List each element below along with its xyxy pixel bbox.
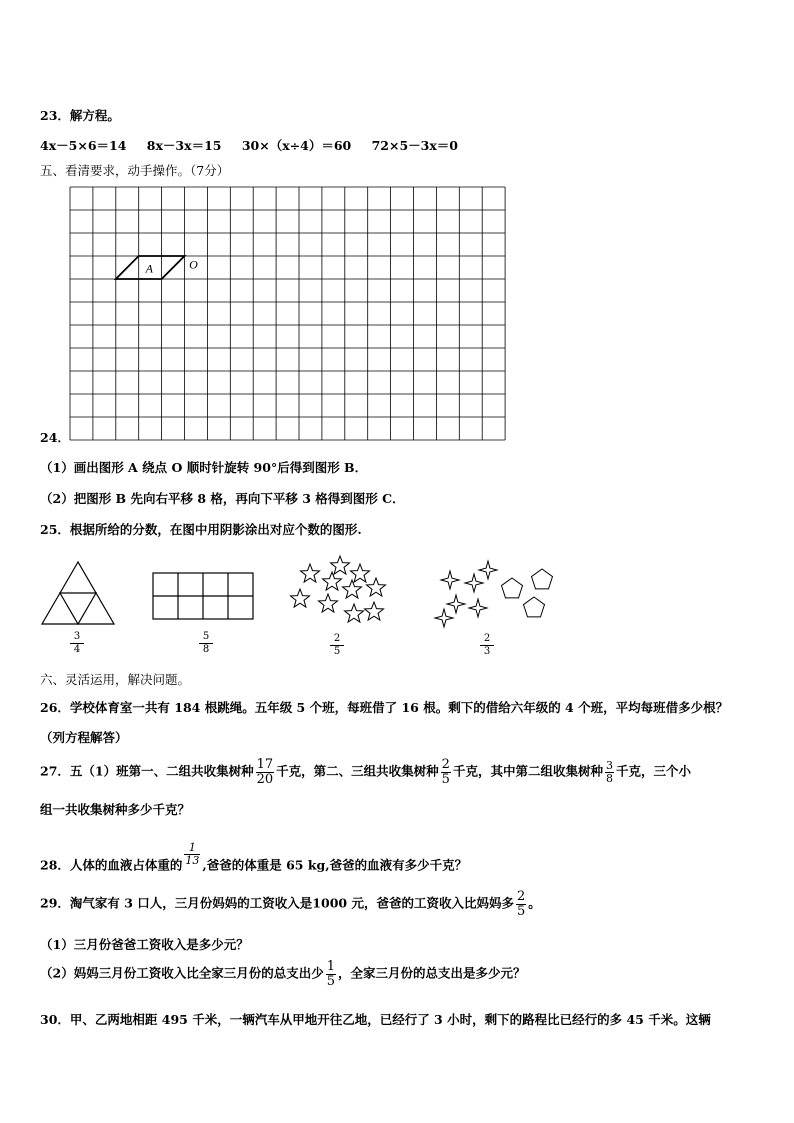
q24-part2: （2）把图形 B 先向右平移 8 格，再向下平移 3 格得到图形 C． xyxy=(40,491,405,506)
equation-3: 30×（x÷4）＝60 xyxy=(241,138,352,153)
triangle-figure xyxy=(40,560,120,626)
pentagon xyxy=(524,597,545,617)
fraction-2-3: 2 3 xyxy=(480,633,494,657)
pentagram-star xyxy=(367,578,386,596)
section-5-title: 五、看清要求，动手操作。（7分） xyxy=(40,163,230,178)
q26-text: 26．学校体育室一共有 184 根跳绳。五年级 5 个班，每班借了 16 根。剩下的借给六年级的 4 个班，平均每班借多少根？ xyxy=(40,700,729,715)
q29-part1: （1）三月份爸爸工资收入是多少元？ xyxy=(40,937,249,952)
equation-1: 4x－5×6＝14 xyxy=(40,138,127,153)
section-6-title: 六、灵活运用，解决问题。 xyxy=(40,672,191,687)
q24-number: 24． xyxy=(40,430,70,445)
pentagram-star xyxy=(365,602,384,620)
pentagram-star xyxy=(319,594,338,612)
q29-part2: （2）妈妈三月份工资收入比全家三月份的总支出少 $\frac{1}{5}$ ，全家三月份的总支出是多少元？ xyxy=(40,959,526,989)
fraction-2-5: 2 5 xyxy=(330,633,344,657)
q30-text: 30．甲、乙两地相距 495 千米，一辆汽车从甲地开往乙地，已经行了 3 小时，剩下的路程比已经行的多 45 千米。这辆 xyxy=(40,1012,711,1027)
grid-figure xyxy=(66,185,504,441)
equation-4: 72×5－3x＝0 xyxy=(371,138,459,153)
pentagon xyxy=(532,569,553,589)
pentagram-star xyxy=(345,604,364,622)
q27-line1: 27．五（1）班第一、二组共收集树种 $\frac{17}{20}$ 千克，第二、三组共收集树种 $\frac{2}{5}$ 千克，其中第二组收集树种 $\frac{3}{8}$ 千克，三个小 xyxy=(40,757,691,787)
q26-note: （列方程解答） xyxy=(40,730,128,745)
pentagram-star xyxy=(301,564,320,582)
pentagram-star xyxy=(351,564,370,582)
fraction-5-8: 5 8 xyxy=(199,631,213,655)
q29-text: 29．淘气家有 3 口人，三月份妈妈的工资收入是1000 元，爸爸的工资收入比妈妈多 $\frac{2}{5}$ 。 xyxy=(40,889,541,919)
four-point-star xyxy=(479,561,497,579)
pentagram-star xyxy=(331,556,350,574)
q25-text: 25．根据所给的分数，在图中用阴影涂出对应个数的图形. xyxy=(40,522,362,537)
pentagram-stars-figure xyxy=(288,552,392,628)
four-point-star xyxy=(469,599,487,617)
equation-2: 8x－3x＝15 xyxy=(146,138,222,153)
point-o-label: O xyxy=(189,257,198,272)
rectangle-grid-figure xyxy=(152,572,256,622)
pentagram-star xyxy=(323,572,342,590)
pentagram-star xyxy=(291,589,310,607)
q27-line2: 组一共收集树种多少千克？ xyxy=(40,802,191,817)
four-point-stars-figure xyxy=(432,556,562,632)
four-point-star xyxy=(447,595,465,613)
pentagon xyxy=(502,578,523,598)
shape-a-label: A xyxy=(145,261,153,276)
q24-part1: （1）画出图形 A 绕点 O 顺时针旋转 90°后得到图形 B． xyxy=(40,460,368,475)
four-point-star xyxy=(441,571,459,589)
q23-equations xyxy=(40,136,458,154)
pentagram-star xyxy=(343,580,362,598)
four-point-star xyxy=(465,574,483,592)
q28-text: 28．人体的血液占体重的 $\frac{1}{13}$ ,爸爸的体重是 65 kg,爸爸的血液有多少千克？ xyxy=(40,841,468,873)
fraction-3-4: 3 4 xyxy=(70,631,84,655)
q23-title: 23．解方程。 xyxy=(40,108,120,123)
four-point-star xyxy=(435,609,453,627)
